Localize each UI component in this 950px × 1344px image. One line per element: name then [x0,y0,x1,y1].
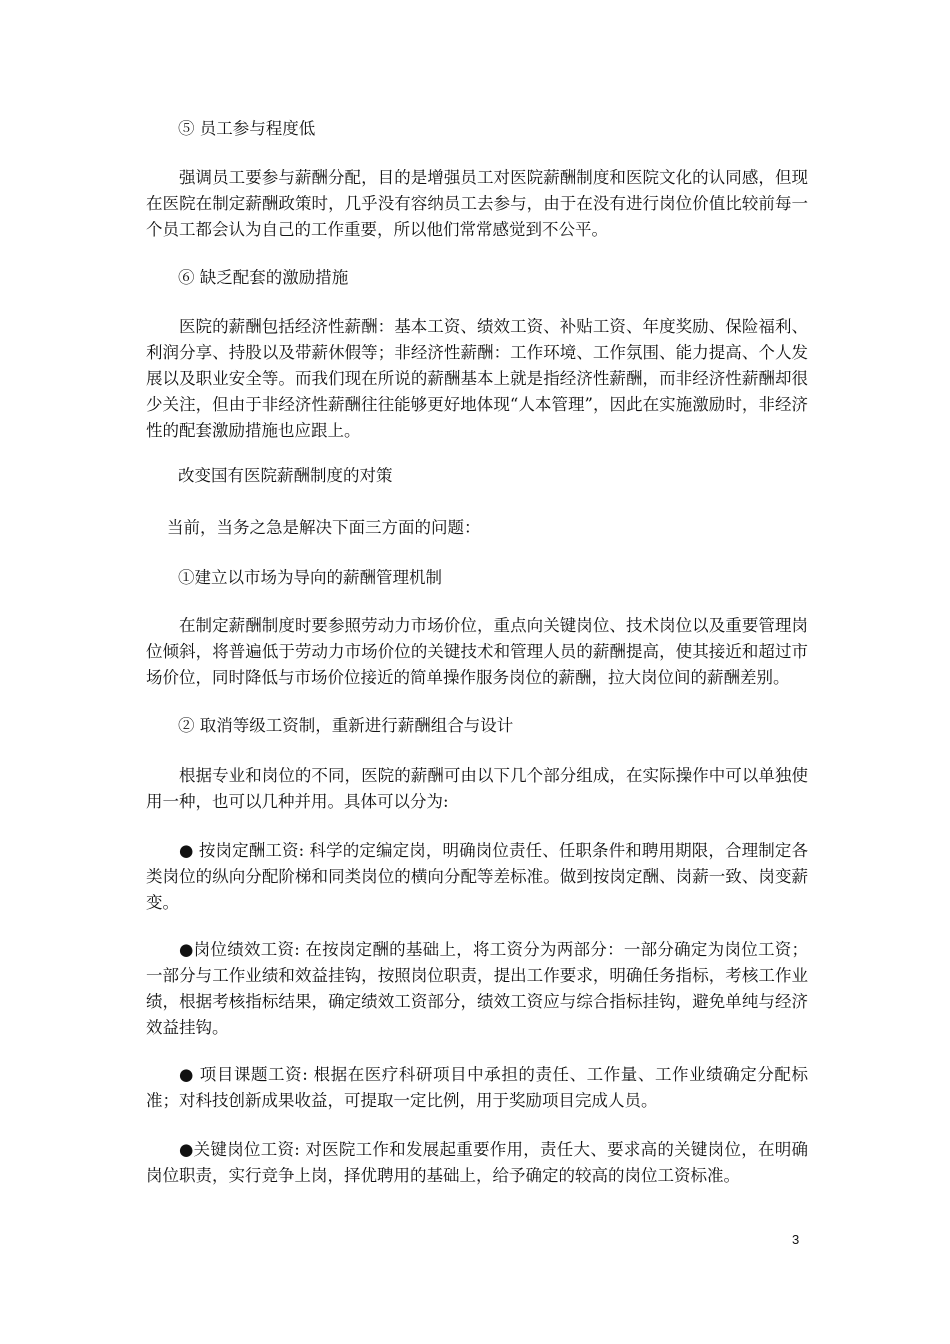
section-heading-6: ⑥ 缺乏配套的激励措施 [178,268,349,287]
paragraph-employee-participation: 强调员工要参与薪酬分配，目的是增强员工对医院薪酬制度和医院文化的认同感，但现在医院在制定薪酬政策时，几乎没有容纳员工去参与，由于在没有进行岗位价值比较前每一个员工都会认为自己的工作重要，所以他们常常感觉到不公平。 [146,168,808,239]
page-number: 3 [792,1232,800,1247]
bullet-post-based-salary: ● 按岗定酬工资: 科学的定编定岗，明确岗位责任、任职条件和聘用期限，合理制定各类岗位的纵向分配阶梯和同类岗位的横向分配等差标准。做到按岗定酬、岗薪一致、岗变薪变。 [146,841,808,912]
bullet-project-salary: ● 项目课题工资: 根据在医疗科研项目中承担的责任、工作量、工作业绩确定分配标准；对科技创新成果收益，可提取一定比例，用于奖励项目完成人员。 [146,1065,808,1110]
intro-line: 当前，当务之急是解决下面三方面的问题： [167,518,481,537]
bullet-performance-salary: ●岗位绩效工资: 在按岗定酬的基础上，将工资分为两部分：一部分确定为岗位工资；一部分与工作业绩和效益挂钩，按照岗位职责，提出工作要求，明确任务指标，考核工作业绩，根据考核指标结果，确定绩效工资部分，绩效工资应与综合指标挂钩，避免单纯与经济效益挂钩。 [146,940,808,1037]
bullet-key-post-salary: ●关键岗位工资: 对医院工作和发展起重要作用，责任大、要求高的关键岗位，在明确岗位职责，实行竞争上岗，择优聘用的基础上，给予确定的较高的岗位工资标准。 [146,1140,808,1185]
paragraph-salary-composition: 根据专业和岗位的不同，医院的薪酬可由以下几个部分组成，在实际操作中可以单独使用一种，也可以几种并用。具体可以分为: [146,766,808,811]
paragraph-market-oriented: 在制定薪酬制度时要参照劳动力市场价位，重点向关键岗位、技术岗位以及重要管理岗位倾斜，将普遍低于劳动力市场价位的关键技术和管理人员的薪酬提高，使其接近和超过市场价位，同时降低与市场价位接近的简单操作服务岗位的薪酬，拉大岗位间的薪酬差别。 [146,616,808,687]
section-title-measures: 改变国有医院薪酬制度的对策 [178,466,393,485]
section-heading-5: ⑤ 员工参与程度低 [178,119,316,138]
measure-heading-1: ①建立以市场为导向的薪酬管理机制 [178,568,442,587]
paragraph-incentive-measures: 医院的薪酬包括经济性薪酬：基本工资、绩效工资、补贴工资、年度奖励、保险福利、利润分享、持股以及带薪休假等；非经济性薪酬：工作环境、工作氛围、能力提高、个人发展以及职业安全等。而我们现在所说的薪酬基本上就是指经济性薪酬，而非经济性薪酬却很少关注，但由于非经济性薪酬往往能够更好地体现“人本管理”，因此在实施激励时，非经济性的配套激励措施也应跟上。 [146,317,808,440]
measure-heading-2: ② 取消等级工资制，重新进行薪酬组合与设计 [178,716,514,735]
